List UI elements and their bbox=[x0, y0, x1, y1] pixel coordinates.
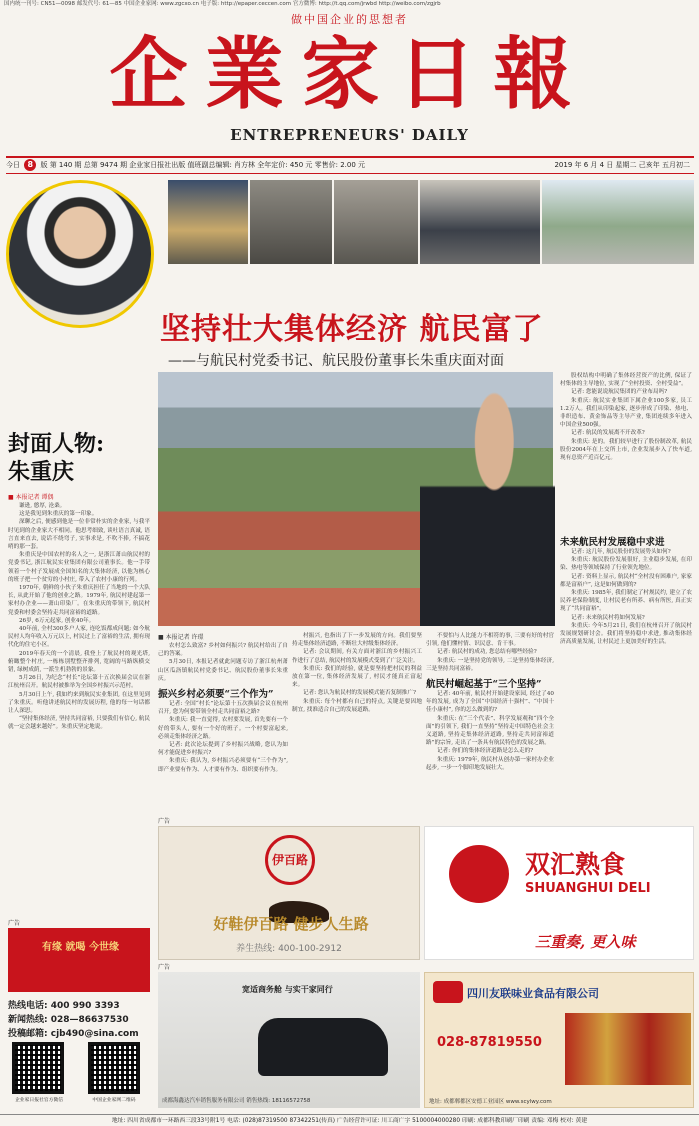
mid-column-body bbox=[158, 700, 288, 812]
paragraph: 朱重庆: 航民股份发展很好, 主业稳步发展, 在印染、热电等领域保持了行业领先地位。 bbox=[560, 557, 692, 572]
ad-label: 广告 bbox=[158, 818, 171, 825]
paragraph: 村振兴, 也指出了下一步发展的方向。我们要坚持走集体经济道路, 不断壮大村级集体经济。 bbox=[292, 633, 422, 648]
paragraph: 记者: 您能说说航民集团的产业布局吗? bbox=[571, 389, 668, 396]
paragraph: 记者: 全国“村长”论坛第十五次换届会议在杭州召开, 您为何要带领全村走共同富裕之路? bbox=[158, 701, 288, 716]
paragraph: 朱重庆: 一是坚持党的领导, 二是坚持集体经济, 三是坚持共同富裕。 bbox=[426, 657, 554, 672]
shuanghui-brand-cn: 双汇熟食 bbox=[525, 850, 626, 879]
page-count-badge: 8 bbox=[24, 159, 36, 171]
paragraph: 记者: 航民村的成功, 您总结有哪些经验? bbox=[437, 649, 537, 656]
mid-column-intro bbox=[158, 642, 288, 682]
car-ad-footer: 成都海鑫达汽车销售服务有限公司 销售热线: 18116572758 bbox=[162, 1098, 311, 1104]
paragraph: 记者: 未来航民村将如何发展? bbox=[571, 614, 645, 621]
photo-night-town bbox=[168, 180, 248, 264]
paragraph: 朱重庆: 我们的经验, 就是要坚持把村民的利益放在第一位, 集体经济发展了, 村民才能真正富起来。 bbox=[292, 665, 422, 689]
qr-caption-wechat: 企业家日报社官方微信 bbox=[15, 1098, 63, 1103]
top-info-bar: 国内统一刊号: CN51—0098 邮发代号: 61—85 中国企业家网: www.zgcxo.cn 电子版: http://epaper.ceccen.com 官方微博: http://t.qq.com/jrwbd http://weibo.com/zgjrb bbox=[4, 1, 441, 7]
paragraph: 1970年, 朝鲜的小伙子朱重庆担任了当地的一个大队长, 从此开始了他的创业之路。1979年, 航民村建起第一家村办企业——萧山印染厂。在朱重庆的带领下, 航民村党委和村委会坚持走共同富裕的道路。 bbox=[8, 585, 150, 616]
news-hotline: 新闻热线: 028—86637530 bbox=[8, 1015, 129, 1025]
paragraph: 朱重庆: 我一直觉得, 农村要发展, 首先要有一个好的带头人, 要有一个好的班子。一个村要富起来, 必须走集体经济之路。 bbox=[158, 717, 288, 740]
paragraph: 朱重庆是中国农村的名人之一, 是浙江萧山航民村的党委书记, 浙江航民实业集团有限公司董事长。他一手带领着一个村子发展成全国知名的大集体经济, 以他为核心的班子把一个贫穷的小村庄, 带入了农村小康的行列。 bbox=[8, 552, 150, 583]
sichuan-youlian-ad[interactable] bbox=[424, 972, 694, 1108]
paragraph: 朱重庆: 我认为, 乡村振兴必须要有“三个作为”, 即产业要有作为、人才要有作为、组织要有作为。 bbox=[158, 758, 288, 773]
qr-caption-website: 中国企业家网二维码 bbox=[92, 1098, 136, 1103]
shuanghui-logo-icon bbox=[449, 845, 509, 903]
right-column-body-2 bbox=[560, 548, 692, 812]
paragraph: 朱重庆: 1979年, 航民村从创办第一家村办企业起步, 一步一个脚印地发展壮大。 bbox=[426, 756, 554, 771]
column-4-intro bbox=[426, 632, 554, 672]
shuanghui-ad[interactable] bbox=[424, 826, 694, 960]
paragraph: 记者: 这几年, 航民股份的发展势头如何? bbox=[571, 549, 671, 555]
photo-handshake bbox=[420, 180, 540, 264]
issue-date: 2019 年 6 月 4 日 星期二 己亥年 五月初二 bbox=[554, 161, 690, 169]
paragraph: 深聊之后, 便感到他是一位非常朴实的企业家, 与我平时见到的企业家大不相同。他思考细致, 谈吐语言真诚, 语言直来直去, 说话不绕弯子, 实事求是, 不吹不捧, 不搞花哨的那一套。 bbox=[8, 519, 150, 551]
paragraph: 2019年春天的一个清晨, 我登上了航民村的观光塔, 俯瞰整个村庄, 一栋栋别墅整齐排列, 宽阔的马路纵横交错, 绿树成荫, 一派生机勃勃的景象。 bbox=[8, 650, 150, 674]
shoe-ad-slogan: 好鞋伊百路 健步人生路 bbox=[213, 915, 369, 933]
shuanghui-brand-en: SHUANGHUI DELI bbox=[525, 881, 651, 896]
paragraph: 记者: 40年前, 航民村开始建设家园, 经过了40年的发展, 成为了全国“中国经济十强村”、“中国十佳小康村”, 你的怎么做到的? bbox=[426, 691, 554, 714]
masthead-slogan: 做中国企业的思想者 bbox=[291, 13, 408, 26]
paragraph: 26岁, 6万元起家, 创业40年。 bbox=[19, 617, 95, 624]
paragraph: 朱重庆: 今年5月21日, 我们在杭州召开了航民村发展规划研讨会。我们将坚持稳中求进, 推动集体经济高质量发展, 让村民过上更加美好的生活。 bbox=[560, 622, 692, 646]
masthead-title: 企業家日報 bbox=[109, 29, 590, 120]
youlian-title: 四川友联味业食品有限公司 bbox=[467, 987, 599, 1000]
feature-photo-portrait bbox=[420, 370, 555, 626]
car-ad[interactable] bbox=[158, 972, 420, 1108]
youlian-product-image bbox=[565, 1013, 691, 1085]
paragraph: 5月30日, 本报记者就此问题专访了浙江杭州萧山区瓜沥镇航民村党委书记、航民股份董事长朱重庆。 bbox=[158, 659, 288, 682]
paragraph: 朱重庆: 航民实业集团下属企业100多家, 员工1.2万人。我们从印染起家, 逐步形成了印染、热电、非织造布、黄金饰品等主导产业, 集团连续多年进入中国企业500强。 bbox=[560, 397, 692, 429]
main-subheadline: ——与航民村党委书记、航民股份董事长朱重庆面对面 bbox=[168, 353, 504, 369]
cover-label-line1: 封面人物: bbox=[8, 431, 105, 457]
shoe-ad-logo: 伊百路 bbox=[265, 835, 315, 885]
paragraph: “坚持集体经济, 坚持共同富裕, 只要我们有信心, 航民就一定会越来越好”。朱重庆坚定地说。 bbox=[8, 716, 150, 731]
left-column-body bbox=[8, 502, 150, 912]
paragraph: 记者: 资料上显示, 航民村“全村没有困难户, 家家都是富裕户”, 这是如何做到的? bbox=[560, 573, 692, 588]
cover-label-line2: 朱重庆 bbox=[8, 459, 75, 485]
page-footer: 地址: 四川省成都市一环路西三段33号附1号 电话: (028)87319500 87342251(传真) 广告经营许可证: 川工商广字 5100004000280 印刷: 成都科教印刷厂印刷 责编: 邓梅 校对: 黄建 bbox=[0, 1114, 699, 1126]
paragraph: 记者: 会议期间, 有关方面对浙江的乡村振兴工作进行了总结, 航民村的发展模式受到了广泛关注。 bbox=[292, 649, 422, 664]
photo-old-workers bbox=[250, 180, 332, 264]
masthead-english: ENTREPRENEURS' DAILY bbox=[230, 126, 469, 144]
photo-historic bbox=[334, 180, 418, 264]
ad-label-lower: 广告 bbox=[158, 964, 171, 971]
ad-label-left: 广告 bbox=[8, 920, 21, 927]
issue-details: 版 第 140 期 总第 9474 期 企业家日报社出版 值班副总编辑: 肖方林 全年定价: 450 元 零售价: 2.00 元 bbox=[40, 161, 366, 169]
column-3-body bbox=[292, 632, 422, 812]
paragraph: 股权结构中明确了集体经营资产的比例, 保证了村集体的主导地位, 实现了“全村投资、全村受益”。 bbox=[560, 373, 692, 388]
paragraph: 农村怎么致富? 乡村如何振兴? 航民村给出了自己的答案。 bbox=[158, 643, 288, 658]
qr-code-wechat[interactable] bbox=[12, 1042, 64, 1094]
section-heading-1: 振兴乡村必须要“三个作为” bbox=[158, 689, 274, 700]
cover-portrait bbox=[6, 180, 154, 328]
jinshiyuan-ad-text: 有缘 就喝 今世缘 bbox=[42, 942, 119, 953]
main-headline: 坚持壮大集体经济 航民富了 bbox=[160, 312, 544, 347]
reporter-byline-mid: ■ 本报记者 许璟 bbox=[158, 634, 204, 641]
paragraph: 谦逊, 憨厚, 沧桑。 bbox=[19, 503, 66, 509]
reporter-byline-left: ■ 本报记者 谭偶 bbox=[8, 494, 54, 501]
issue-info-bar bbox=[6, 156, 694, 174]
paragraph: 记者: 航民的发展离不开改革? bbox=[571, 430, 645, 437]
section-heading-3: 未来航民村发展稳中求进 bbox=[560, 537, 665, 548]
youlian-footer: 地址: 成都郫都区安德工业园区 www.scylwy.com bbox=[429, 1099, 552, 1105]
car-ad-slogan: 宽适商务舱 与实干家同行 bbox=[242, 984, 333, 994]
shuanghui-slogan: 三重奏, 更入味 bbox=[535, 933, 636, 951]
paragraph: 5月30日上午, 我如约来到航民实业集团, 在这里见到了朱重庆。听他讲述航民村的发展历程, 他的每一句话都让人深思。 bbox=[8, 691, 150, 715]
today-label: 今日 bbox=[6, 161, 20, 169]
paragraph: 朱重庆: 每个村都有自己的特点, 关键是要因地制宜, 找准适合自己的发展道路。 bbox=[292, 698, 422, 713]
paragraph: 这是我见到朱重庆的第一印象。 bbox=[19, 511, 98, 518]
qr-code-website[interactable] bbox=[88, 1042, 140, 1094]
paragraph: 记者: 你们的集体经济道路是怎么走的? bbox=[437, 748, 534, 755]
shoe-ad-hotline: 养生热线: 400-100-2912 bbox=[236, 944, 342, 954]
right-column-body bbox=[560, 372, 692, 532]
paragraph: 记者: 此次论坛提到了乡村振兴战略, 您认为如何才能促进乡村振兴? bbox=[158, 742, 288, 757]
hotline: 热线电话: 400 990 3393 bbox=[8, 1001, 120, 1011]
paragraph: 朱重庆: 是的。我们较早进行了股份制改革, 航民股份2004年在上交所上市, 企业发展步入了快车道, 现有总资产近百亿元。 bbox=[560, 438, 692, 462]
column-4-body bbox=[426, 690, 554, 812]
photo-industrial-park bbox=[542, 180, 694, 264]
paragraph: 40年前, 全村300多户人家, 连吃饭都成问题; 如今航民村人均年收入万元以上, 村民过上了富裕的生活, 拥有现代化的住宅小区。 bbox=[8, 626, 150, 649]
section-heading-2: 航民村崛起基于“三个坚持” bbox=[426, 679, 542, 690]
jinshiyuan-ad[interactable] bbox=[8, 928, 150, 992]
youlian-logo-icon bbox=[433, 981, 463, 1003]
paragraph: 朱重庆: 在“三个代表”、科学发展观和“四个全面”的引领下, 我们一直坚持“坚持走中国特色社会主义道路, 坚持走集体经济道路, 坚持走共同富裕道路”的宗旨, 走出了一条具有航民特色的发展之路。 bbox=[426, 715, 554, 747]
shoe-ad[interactable] bbox=[158, 826, 420, 960]
paragraph: 记者: 您认为航民村的发展模式能否复制推广? bbox=[303, 690, 416, 697]
paragraph: 不要怕与人比能力不相符的事, 三要有好的村官引领, 他们懂村情、识民意、肯干事。 bbox=[426, 633, 554, 648]
paragraph: 5月26日, 为纪念“村长”论坛第十五次换届会议在浙江杭州召开。航民村被推举为全国乡村振兴示范村。 bbox=[8, 675, 150, 690]
submission-email: 投稿邮箱: cjb490@sina.com bbox=[8, 1029, 139, 1039]
youlian-phone: 028-87819550 bbox=[437, 1035, 542, 1050]
car-image bbox=[258, 1018, 388, 1076]
cover-figure-label bbox=[8, 430, 148, 486]
paragraph: 朱重庆: 1985年, 我们制定了村规民约, 建立了农民养老保险制度, 让村民老有所养、病有所医, 真正实现了“共同富裕”。 bbox=[560, 590, 692, 613]
